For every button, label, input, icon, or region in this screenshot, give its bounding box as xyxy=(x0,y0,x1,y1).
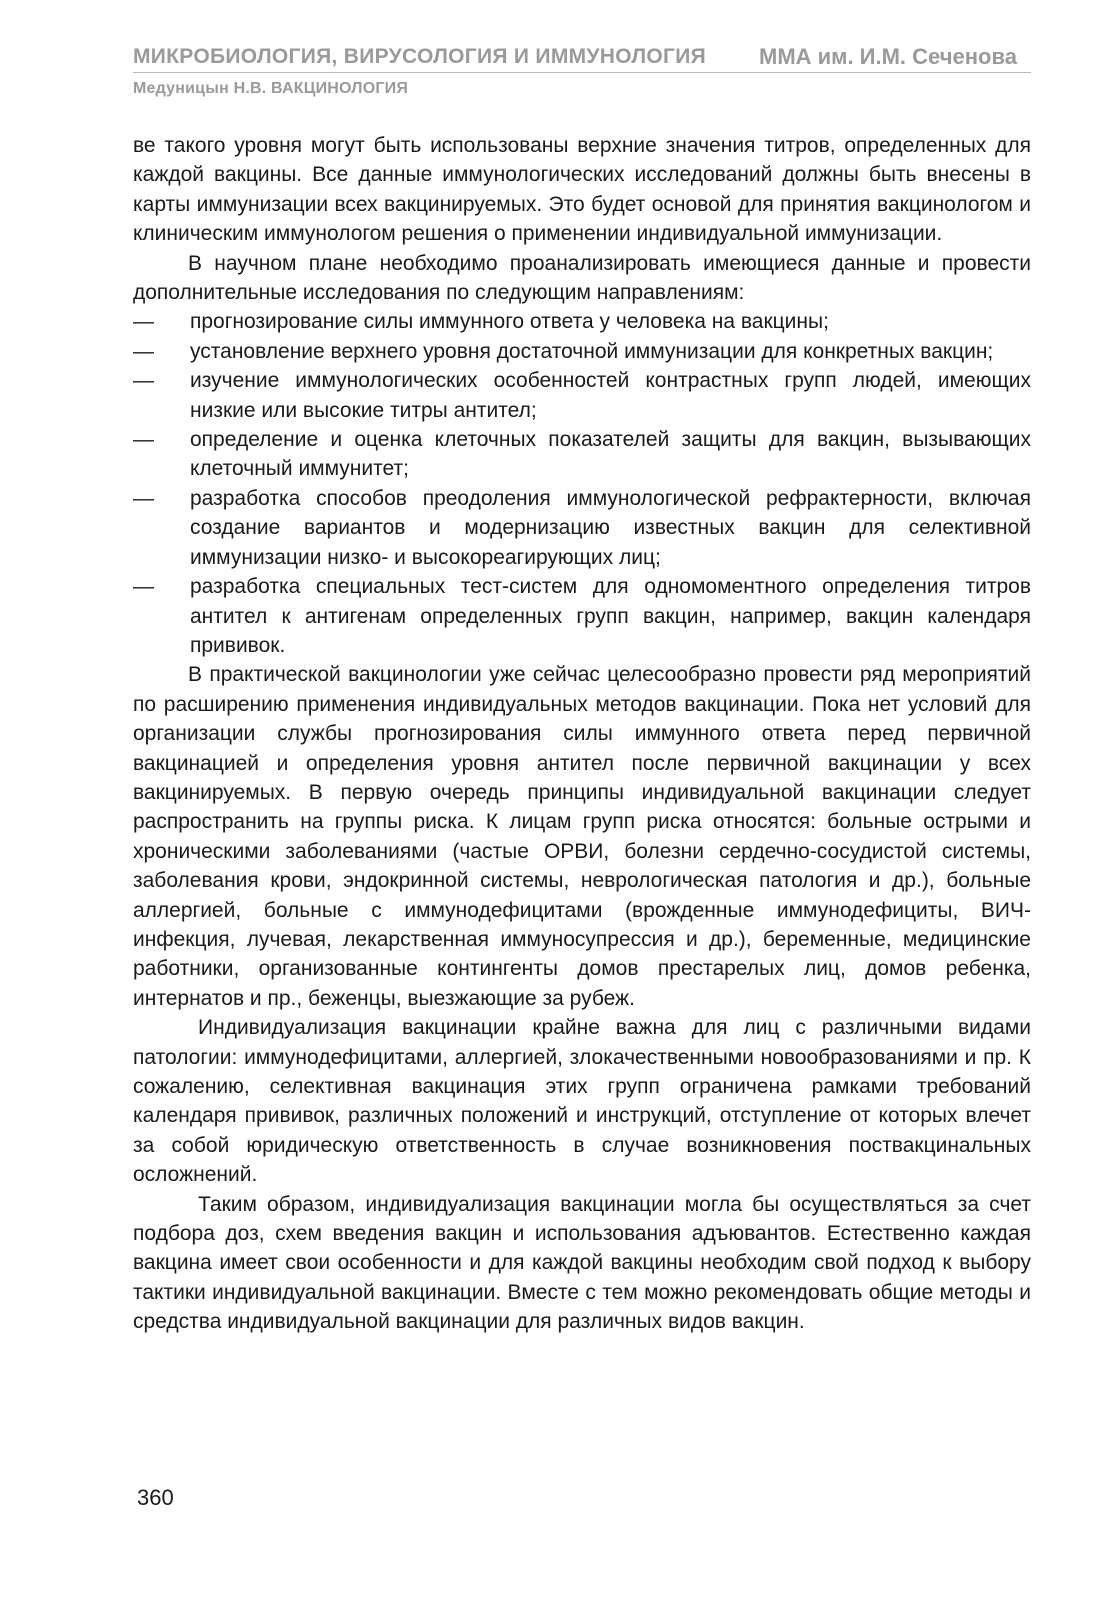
list-item-text: прогнозирование силы иммунного ответа у человека на вакцины; xyxy=(190,310,829,334)
list-item xyxy=(133,484,1031,572)
list-dash: — xyxy=(133,369,154,393)
list-dash: — xyxy=(133,428,154,452)
page-number: 360 xyxy=(137,1485,174,1510)
research-directions-list xyxy=(133,307,1031,660)
body-text xyxy=(133,131,1031,1337)
list-item-text: определение и оценка клеточных показателей защиты для вакцин, вызывающих клеточный иммунитет; xyxy=(190,428,1031,481)
header-rule xyxy=(133,72,1031,73)
running-header-title: МИКРОБИОЛОГИЯ, ВИРУСОЛОГИЯ И ИММУНОЛОГИЯ xyxy=(133,45,707,68)
list-item xyxy=(133,572,1031,660)
paragraph-1: ве такого уровня могут быть использованы верхние значения титров, определенных для каждой вакцины. Все данные иммунологических исследований должны быть внесены в карты иммунизации всех вакцинируемых. Это будет основой для принятия вакцинологом и клиническим иммунологом решения о применении индивидуальной иммунизации. xyxy=(133,134,1031,246)
list-item-text: изучение иммунологических особенностей контрастных групп людей, имеющих низкие или высокие титры антител; xyxy=(190,369,1031,422)
paragraph-5: Таким образом, индивидуализация вакцинации могла бы осуществляться за счет подбора доз, схем введения вакцин и использования адъювантов. Естественно каждая вакцина имеет свои особенности и для каждой вакцины необходим свой подход к выбору тактики индивидуальной вакцинации. Вместе с тем можно рекомендовать общие методы и средства индивидуальной вакцинации для различных видов вакцин. xyxy=(133,1192,1031,1334)
list-item-text: разработка специальных тест-систем для одномоментного определения титров антител к антигенам определенных групп вакцин, например, вакцин календаря прививок. xyxy=(190,575,1031,657)
paragraph-4: Индивидуализация вакцинации крайне важна для лиц с различными видами патологии: иммунодефицитами, аллергией, злокачественными новообразованиями и пр. К сожалению, селективная вакцинация этих групп ограничена рамками требований календаря прививок, различных положений и инструкций, отступление от которых влечет за собой юридическую ответственность в случае возникновения поствакцинальных осложнений. xyxy=(133,1016,1031,1187)
list-item-text: разработка способов преодоления иммунологической рефрактерности, включая создание вариантов и модернизацию известных вакцин для селективной иммунизации низко- и высокореагирующих лиц; xyxy=(190,486,1031,569)
running-header-subtitle: Медуницын Н.В. ВАКЦИНОЛОГИЯ xyxy=(133,80,409,97)
running-header-institution: ММА им. И.М. Сеченова xyxy=(759,44,1017,69)
list-dash: — xyxy=(133,310,154,334)
list-item xyxy=(133,307,1031,336)
list-item xyxy=(133,366,1031,425)
paragraph-2: В научном плане необходимо проанализировать имеющиеся данные и провести дополнительные исследования по следующим направлениям: xyxy=(133,251,1031,305)
list-item-text: установление верхнего уровня достаточной иммунизации для конкретных вакцин; xyxy=(190,339,994,363)
list-item xyxy=(133,337,1031,366)
list-dash: — xyxy=(133,486,154,510)
list-item xyxy=(133,425,1031,484)
paragraph-3: В практической вакцинологии уже сейчас целесообразно провести ряд мероприятий по расширению применения индивидуальных методов вакцинации. Пока нет условий для организации службы прогнозирования силы иммунного ответа перед первичной вакцинацией и определения уровня антител после первичной вакцинации у всех вакцинируемых. В первую очередь принципы индивидуальной вакцинации следует распространить на группы риска. К лицам групп риска относятся: больные острыми и хроническими заболеваниями (частые ОРВИ, болезни сердечно-сосудистой системы, заболевания крови, эндокринной системы, неврологическая патология и др.), больные аллергией, больные с иммунодефицитами (врожденные иммунодефициты, ВИЧ-инфекция, лучевая, лекарственная иммуносупрессия и др.), беременные, медицинские работники, организованные контингенты домов престарелых лиц, домов ребенка, интернатов и пр., беженцы, выезжающие за рубеж. xyxy=(133,663,1031,1010)
list-dash: — xyxy=(133,339,154,363)
list-dash: — xyxy=(133,575,154,599)
